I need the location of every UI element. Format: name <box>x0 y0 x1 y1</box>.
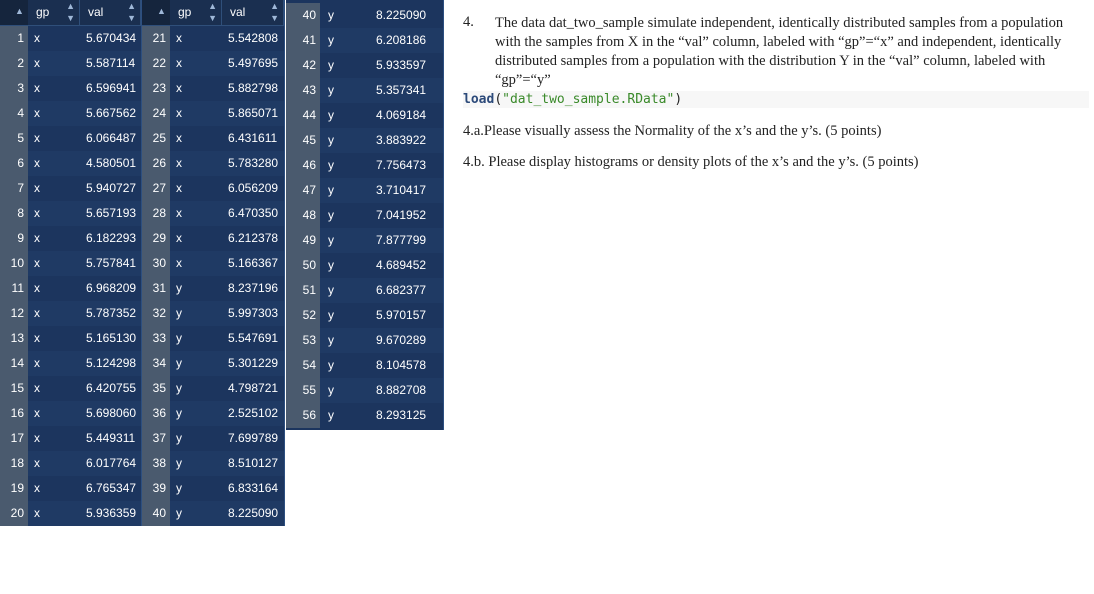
cell-gp: x <box>34 481 40 495</box>
cell-val: 5.542808 <box>228 31 279 45</box>
row-index: 29 <box>142 226 170 251</box>
cell-val: 5.667562 <box>86 106 137 120</box>
sort-up-icon: ▲ <box>157 6 166 16</box>
cell-gp: y <box>328 208 334 222</box>
cell-val: 5.657193 <box>86 206 137 220</box>
row-index: 15 <box>0 376 28 401</box>
cell-gp: x <box>176 81 182 95</box>
row-index: 37 <box>142 426 170 451</box>
row-index: 53 <box>286 328 320 353</box>
row-index: 50 <box>286 253 320 278</box>
table-row <box>286 78 443 103</box>
row-index: 36 <box>142 401 170 426</box>
sort-up-icon: ▲ <box>15 6 24 16</box>
cell-val: 8.225090 <box>228 506 279 520</box>
cell-val: 7.041952 <box>376 208 427 222</box>
column-header-val[interactable] <box>80 0 141 25</box>
cell-gp: x <box>176 256 182 270</box>
table-row <box>0 301 141 326</box>
sort-icon: ▲ ▼ <box>127 1 136 23</box>
cell-gp: y <box>328 358 334 372</box>
cell-val: 6.208186 <box>376 33 427 47</box>
code-paren-open: ( <box>494 92 503 107</box>
row-index: 34 <box>142 351 170 376</box>
column-label-val: val <box>230 5 246 19</box>
cell-val: 6.017764 <box>86 456 137 470</box>
cell-val: 6.470350 <box>228 206 279 220</box>
row-index: 26 <box>142 151 170 176</box>
cell-val: 4.580501 <box>86 156 137 170</box>
table-row <box>286 3 443 28</box>
cell-val: 5.933597 <box>376 58 427 72</box>
row-index: 33 <box>142 326 170 351</box>
cell-val: 2.525102 <box>228 406 279 420</box>
row-index: 4 <box>0 101 28 126</box>
table-row <box>286 253 443 278</box>
table-row <box>0 51 141 76</box>
cell-gp: y <box>176 281 182 295</box>
cell-val: 5.865071 <box>228 106 279 120</box>
cell-val: 6.056209 <box>228 181 279 195</box>
cell-val: 6.833164 <box>228 481 279 495</box>
cell-gp: y <box>328 308 334 322</box>
table-row <box>0 226 141 251</box>
column-header-val[interactable] <box>222 0 284 25</box>
row-index: 19 <box>0 476 28 501</box>
cell-gp: y <box>176 381 182 395</box>
table-row <box>0 176 141 201</box>
cell-gp: y <box>328 383 334 397</box>
row-index: 22 <box>142 51 170 76</box>
cell-gp: x <box>34 106 40 120</box>
row-index: 17 <box>0 426 28 451</box>
table-row <box>142 76 284 101</box>
table-row <box>142 226 284 251</box>
cell-val: 6.182293 <box>86 231 137 245</box>
row-index: 42 <box>286 53 320 78</box>
row-index: 56 <box>286 403 320 428</box>
table-row <box>0 126 141 151</box>
cell-gp: y <box>176 481 182 495</box>
row-index: 52 <box>286 303 320 328</box>
cell-val: 8.237196 <box>228 281 279 295</box>
row-index: 7 <box>0 176 28 201</box>
table-header <box>0 0 141 26</box>
cell-gp: x <box>34 256 40 270</box>
cell-gp: x <box>34 506 40 520</box>
row-index: 49 <box>286 228 320 253</box>
cell-gp: y <box>328 158 334 172</box>
cell-val: 3.883922 <box>376 133 427 147</box>
cell-val: 6.596941 <box>86 81 137 95</box>
table-row <box>142 301 284 326</box>
cell-gp: y <box>328 408 334 422</box>
row-index: 38 <box>142 451 170 476</box>
cell-gp: y <box>176 306 182 320</box>
column-header-gp[interactable] <box>28 0 80 25</box>
table-body <box>0 26 141 526</box>
table-row <box>142 51 284 76</box>
column-label-gp: gp <box>178 5 192 19</box>
table-row <box>0 476 141 501</box>
table-row <box>0 276 141 301</box>
cell-val: 8.510127 <box>228 456 279 470</box>
row-index: 25 <box>142 126 170 151</box>
cell-val: 6.066487 <box>86 131 137 145</box>
cell-val: 5.757841 <box>86 256 137 270</box>
cell-val: 5.940727 <box>86 181 137 195</box>
row-index: 23 <box>142 76 170 101</box>
cell-val: 5.787352 <box>86 306 137 320</box>
cell-gp: y <box>328 283 334 297</box>
row-index: 54 <box>286 353 320 378</box>
cell-val: 6.765347 <box>86 481 137 495</box>
row-index: 46 <box>286 153 320 178</box>
cell-val: 7.877799 <box>376 233 427 247</box>
table-row <box>142 251 284 276</box>
table-row <box>286 303 443 328</box>
cell-gp: x <box>34 406 40 420</box>
cell-val: 5.698060 <box>86 406 137 420</box>
cell-val: 4.798721 <box>228 381 279 395</box>
cell-gp: x <box>176 181 182 195</box>
cell-val: 5.547691 <box>228 331 279 345</box>
table-row <box>286 153 443 178</box>
table-row <box>0 376 141 401</box>
table-row <box>142 351 284 376</box>
cell-val: 5.936359 <box>86 506 137 520</box>
row-index: 41 <box>286 28 320 53</box>
column-label-val: val <box>88 5 104 19</box>
data-table-2 <box>142 0 285 526</box>
row-index: 48 <box>286 203 320 228</box>
cell-gp: x <box>176 131 182 145</box>
cell-gp: x <box>34 56 40 70</box>
cell-gp: y <box>176 356 182 370</box>
cell-val: 4.689452 <box>376 258 427 272</box>
cell-gp: x <box>34 231 40 245</box>
cell-gp: x <box>34 206 40 220</box>
table-row <box>0 351 141 376</box>
table-row <box>286 128 443 153</box>
table-row <box>0 201 141 226</box>
cell-val: 4.069184 <box>376 108 427 122</box>
cell-val: 5.882798 <box>228 81 279 95</box>
table-row <box>0 451 141 476</box>
cell-val: 9.670289 <box>376 333 427 347</box>
question-number: 4. <box>463 14 474 30</box>
cell-val: 8.225090 <box>376 8 427 22</box>
cell-val: 8.882708 <box>376 383 427 397</box>
cell-gp: y <box>328 333 334 347</box>
table-row <box>142 176 284 201</box>
question-text: The data dat_two_sample simulate independent, identically distributed samples from a population with the samples from X in the “val” column, labeled with “gp”=“x” and independent, identically distributed samples from a population with the distribution Y in the “val” column, labeled with “gp”=“y” <box>495 15 1064 88</box>
cell-val: 5.997303 <box>228 306 279 320</box>
cell-val: 5.783280 <box>228 156 279 170</box>
cell-gp: y <box>328 33 334 47</box>
row-index: 5 <box>0 126 28 151</box>
sort-icon: ▲ ▼ <box>270 1 279 23</box>
cell-gp: y <box>328 108 334 122</box>
row-index: 2 <box>0 51 28 76</box>
table-body <box>286 0 443 428</box>
cell-gp: y <box>176 506 182 520</box>
question-part-a: 4.a.Please visually assess the Normality of the x’s and the y’s. (5 points) <box>463 123 882 139</box>
cell-val: 6.682377 <box>376 283 427 297</box>
cell-gp: x <box>34 306 40 320</box>
row-index: 31 <box>142 276 170 301</box>
row-index: 9 <box>0 226 28 251</box>
table-row <box>286 353 443 378</box>
cell-gp: x <box>176 156 182 170</box>
cell-gp: y <box>328 58 334 72</box>
cell-gp: x <box>176 31 182 45</box>
table-row <box>286 278 443 303</box>
code-function: load <box>463 92 495 107</box>
column-label-gp: gp <box>36 5 50 19</box>
cell-val: 6.212378 <box>228 231 279 245</box>
table-row <box>286 178 443 203</box>
cell-gp: x <box>176 206 182 220</box>
question-part-b: 4.b. Please display histograms or density plots of the x’s and the y’s. (5 points) <box>463 154 919 170</box>
row-index: 24 <box>142 101 170 126</box>
table-row <box>286 228 443 253</box>
cell-gp: y <box>176 406 182 420</box>
cell-gp: y <box>328 258 334 272</box>
cell-val: 7.699789 <box>228 431 279 445</box>
cell-gp: y <box>328 183 334 197</box>
cell-gp: x <box>176 56 182 70</box>
index-header[interactable] <box>142 0 170 25</box>
table-row <box>0 101 141 126</box>
cell-val: 5.497695 <box>228 56 279 70</box>
table-row <box>286 403 443 428</box>
cell-gp: y <box>176 331 182 345</box>
table-row <box>0 501 141 526</box>
data-table-3 <box>286 0 444 430</box>
table-row <box>0 251 141 276</box>
row-index: 45 <box>286 128 320 153</box>
cell-gp: y <box>328 83 334 97</box>
cell-gp: x <box>34 81 40 95</box>
cell-gp: x <box>34 281 40 295</box>
table-row <box>286 28 443 53</box>
cell-val: 8.104578 <box>376 358 427 372</box>
table-row <box>0 76 141 101</box>
cell-gp: y <box>328 233 334 247</box>
row-index: 43 <box>286 78 320 103</box>
cell-val: 5.449311 <box>86 431 136 445</box>
row-index: 44 <box>286 103 320 128</box>
table-row <box>0 26 141 51</box>
table-row <box>286 328 443 353</box>
cell-gp: y <box>176 431 182 445</box>
cell-val: 5.670434 <box>86 31 137 45</box>
table-row <box>286 53 443 78</box>
cell-val: 5.357341 <box>376 83 427 97</box>
row-index: 21 <box>142 26 170 51</box>
cell-val: 5.166367 <box>228 256 279 270</box>
cell-gp: x <box>34 156 40 170</box>
cell-gp: x <box>34 181 40 195</box>
sort-icon: ▲ ▼ <box>66 1 75 23</box>
code-line <box>463 91 1089 108</box>
cell-gp: x <box>34 431 40 445</box>
row-index: 35 <box>142 376 170 401</box>
index-header[interactable] <box>0 0 28 25</box>
cell-val: 5.301229 <box>228 356 279 370</box>
cell-val: 5.165130 <box>86 331 137 345</box>
row-index: 3 <box>0 76 28 101</box>
table-row <box>286 378 443 403</box>
table-row <box>0 151 141 176</box>
row-index: 47 <box>286 178 320 203</box>
row-index: 14 <box>0 351 28 376</box>
table-row <box>142 26 284 51</box>
table-body <box>142 26 284 526</box>
row-index: 12 <box>0 301 28 326</box>
row-index: 51 <box>286 278 320 303</box>
table-row <box>142 126 284 151</box>
table-row <box>142 451 284 476</box>
row-index: 27 <box>142 176 170 201</box>
cell-gp: x <box>176 106 182 120</box>
table-row <box>142 151 284 176</box>
cell-val: 6.420755 <box>86 381 137 395</box>
row-index: 11 <box>0 276 28 301</box>
cell-val: 7.756473 <box>376 158 427 172</box>
cell-gp: x <box>34 31 40 45</box>
row-index: 39 <box>142 476 170 501</box>
cell-gp: x <box>34 456 40 470</box>
cell-gp: y <box>328 8 334 22</box>
cell-val: 3.710417 <box>376 183 427 197</box>
cell-gp: x <box>176 231 182 245</box>
cell-gp: y <box>176 456 182 470</box>
table-row <box>0 426 141 451</box>
row-index: 40 <box>286 3 320 28</box>
table-row <box>142 326 284 351</box>
row-index: 20 <box>0 501 28 526</box>
cell-val: 5.587114 <box>86 56 136 70</box>
row-index: 18 <box>0 451 28 476</box>
table-row <box>286 103 443 128</box>
data-table-1 <box>0 0 142 526</box>
cell-gp: x <box>34 131 40 145</box>
table-row <box>142 401 284 426</box>
cell-gp: x <box>34 381 40 395</box>
cell-val: 6.968209 <box>86 281 137 295</box>
row-index: 40 <box>142 501 170 526</box>
table-row <box>142 426 284 451</box>
table-row <box>142 376 284 401</box>
table-header <box>142 0 284 26</box>
cell-gp: x <box>34 331 40 345</box>
code-string: "dat_two_sample.RData" <box>502 92 675 107</box>
code-paren-close: ) <box>674 92 683 107</box>
sort-icon: ▲ ▼ <box>208 1 217 23</box>
table-row <box>0 326 141 351</box>
row-index: 10 <box>0 251 28 276</box>
cell-gp: x <box>34 356 40 370</box>
row-index: 28 <box>142 201 170 226</box>
table-row <box>142 201 284 226</box>
cell-gp: y <box>328 133 334 147</box>
table-row <box>0 401 141 426</box>
row-index: 13 <box>0 326 28 351</box>
table-row <box>142 101 284 126</box>
table-row <box>142 276 284 301</box>
row-index: 1 <box>0 26 28 51</box>
row-index: 30 <box>142 251 170 276</box>
table-row <box>142 501 284 526</box>
row-index: 8 <box>0 201 28 226</box>
cell-val: 8.293125 <box>376 408 427 422</box>
cell-val: 6.431611 <box>228 131 278 145</box>
table-row <box>286 203 443 228</box>
cell-val: 5.970157 <box>376 308 427 322</box>
row-index: 55 <box>286 378 320 403</box>
row-index: 6 <box>0 151 28 176</box>
cell-val: 5.124298 <box>86 356 137 370</box>
column-header-gp[interactable] <box>170 0 222 25</box>
table-row <box>142 476 284 501</box>
row-index: 32 <box>142 301 170 326</box>
row-index: 16 <box>0 401 28 426</box>
